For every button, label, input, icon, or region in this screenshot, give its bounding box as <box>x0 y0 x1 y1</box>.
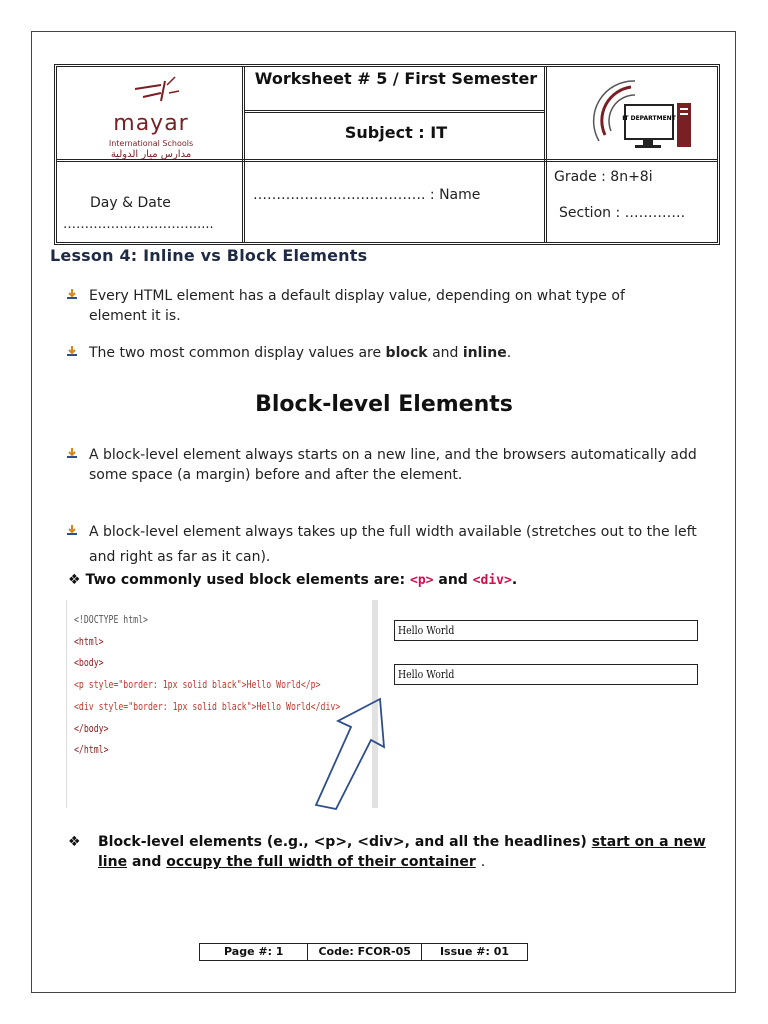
diamond-bullet-icon: ❖ <box>68 834 81 850</box>
logo-arrows-icon <box>57 67 245 111</box>
section-field[interactable]: Section : …………. <box>559 205 686 221</box>
subject-label: Subject : IT <box>344 123 448 142</box>
period: . <box>480 854 486 870</box>
logo-subtitle: International Schools <box>108 139 194 148</box>
lesson-title: Lesson 4: Inline vs Block Elements <box>50 246 368 265</box>
common-block-elements <box>68 572 517 588</box>
period: . <box>511 572 518 588</box>
bullet-text-line1: A block-level element always takes up the full width available (stretches out to the left <box>89 524 697 540</box>
bold-block: block <box>385 345 428 361</box>
logo-name: mayar <box>113 111 189 136</box>
code-line: <div style="border: 1px solid black">Hello World</div> <box>74 701 341 713</box>
arrow-bullet-icon <box>66 343 80 363</box>
it-department-icon <box>575 75 705 159</box>
note-underlined-1: start on a new line <box>98 834 706 870</box>
bullet-and: and <box>432 345 459 361</box>
bullet-text-line1: A block-level element always starts on a new line, and the browsers automatically add <box>89 447 697 463</box>
rendered-p-box: Hello World <box>394 620 698 641</box>
code-line: </body> <box>74 723 109 735</box>
day-date-label: Day & Date <box>90 195 171 211</box>
bold-inline: inline <box>462 345 507 361</box>
issue-number: Issue #: 01 <box>439 945 509 958</box>
section-heading: Block-level Elements <box>255 392 513 417</box>
grade-label: Grade : 8n+8i <box>554 169 653 185</box>
pointer-arrow-icon <box>306 695 396 810</box>
bullet-text-line2: some space (a margin) before and after the element. <box>89 467 463 483</box>
name-field[interactable]: ………………………………. : Name <box>253 187 481 203</box>
code-line: <p style="border: 1px solid black">Hello World</p> <box>74 679 321 691</box>
rendered-div-box: Hello World <box>394 664 698 685</box>
code-line: <body> <box>74 657 104 669</box>
bullet-text-line1: Every HTML element has a default display value, depending on what type of <box>89 288 625 304</box>
form-code: Code: FCOR-05 <box>308 944 421 960</box>
note-text: Block-level elements (e.g., <p>, <div>, and all the headlines) <box>98 834 587 850</box>
worksheet-header <box>54 64 720 245</box>
logo-arabic: مدارس ميار الدولية <box>110 149 192 160</box>
and-text: and <box>438 572 468 588</box>
code-example-figure <box>66 600 704 808</box>
arrow-bullet-icon <box>66 445 80 465</box>
arrow-bullet-icon <box>66 520 80 545</box>
code-line: <!DOCTYPE html> <box>74 614 148 626</box>
svg-text:IT DEPARTMENT: IT DEPARTMENT <box>622 115 676 122</box>
code-line: </html> <box>74 744 109 756</box>
note-and: and <box>131 854 162 870</box>
bullet-text: The two most common display values are <box>89 345 382 361</box>
note-underlined-2: occupy the full width of their container <box>166 854 476 870</box>
tag-p: <p> <box>410 573 434 588</box>
day-date-field[interactable]: …………………………..... <box>63 217 214 232</box>
code-line: <html> <box>74 636 104 648</box>
school-logo <box>57 67 245 162</box>
worksheet-title: Worksheet # 5 / First Semester <box>254 69 538 88</box>
common-block-text: Two commonly used block elements are: <box>85 572 406 588</box>
page-footer <box>199 943 528 961</box>
page-number: Page #: 1 <box>200 944 308 960</box>
arrow-bullet-icon <box>66 286 80 306</box>
tag-div: <div> <box>472 573 512 588</box>
bullet-text-line2: element it is. <box>89 308 181 324</box>
period: . <box>506 345 512 361</box>
diamond-bullet-icon: ❖ <box>68 572 81 588</box>
bullet-text-line2: and right as far as it can). <box>89 549 271 565</box>
